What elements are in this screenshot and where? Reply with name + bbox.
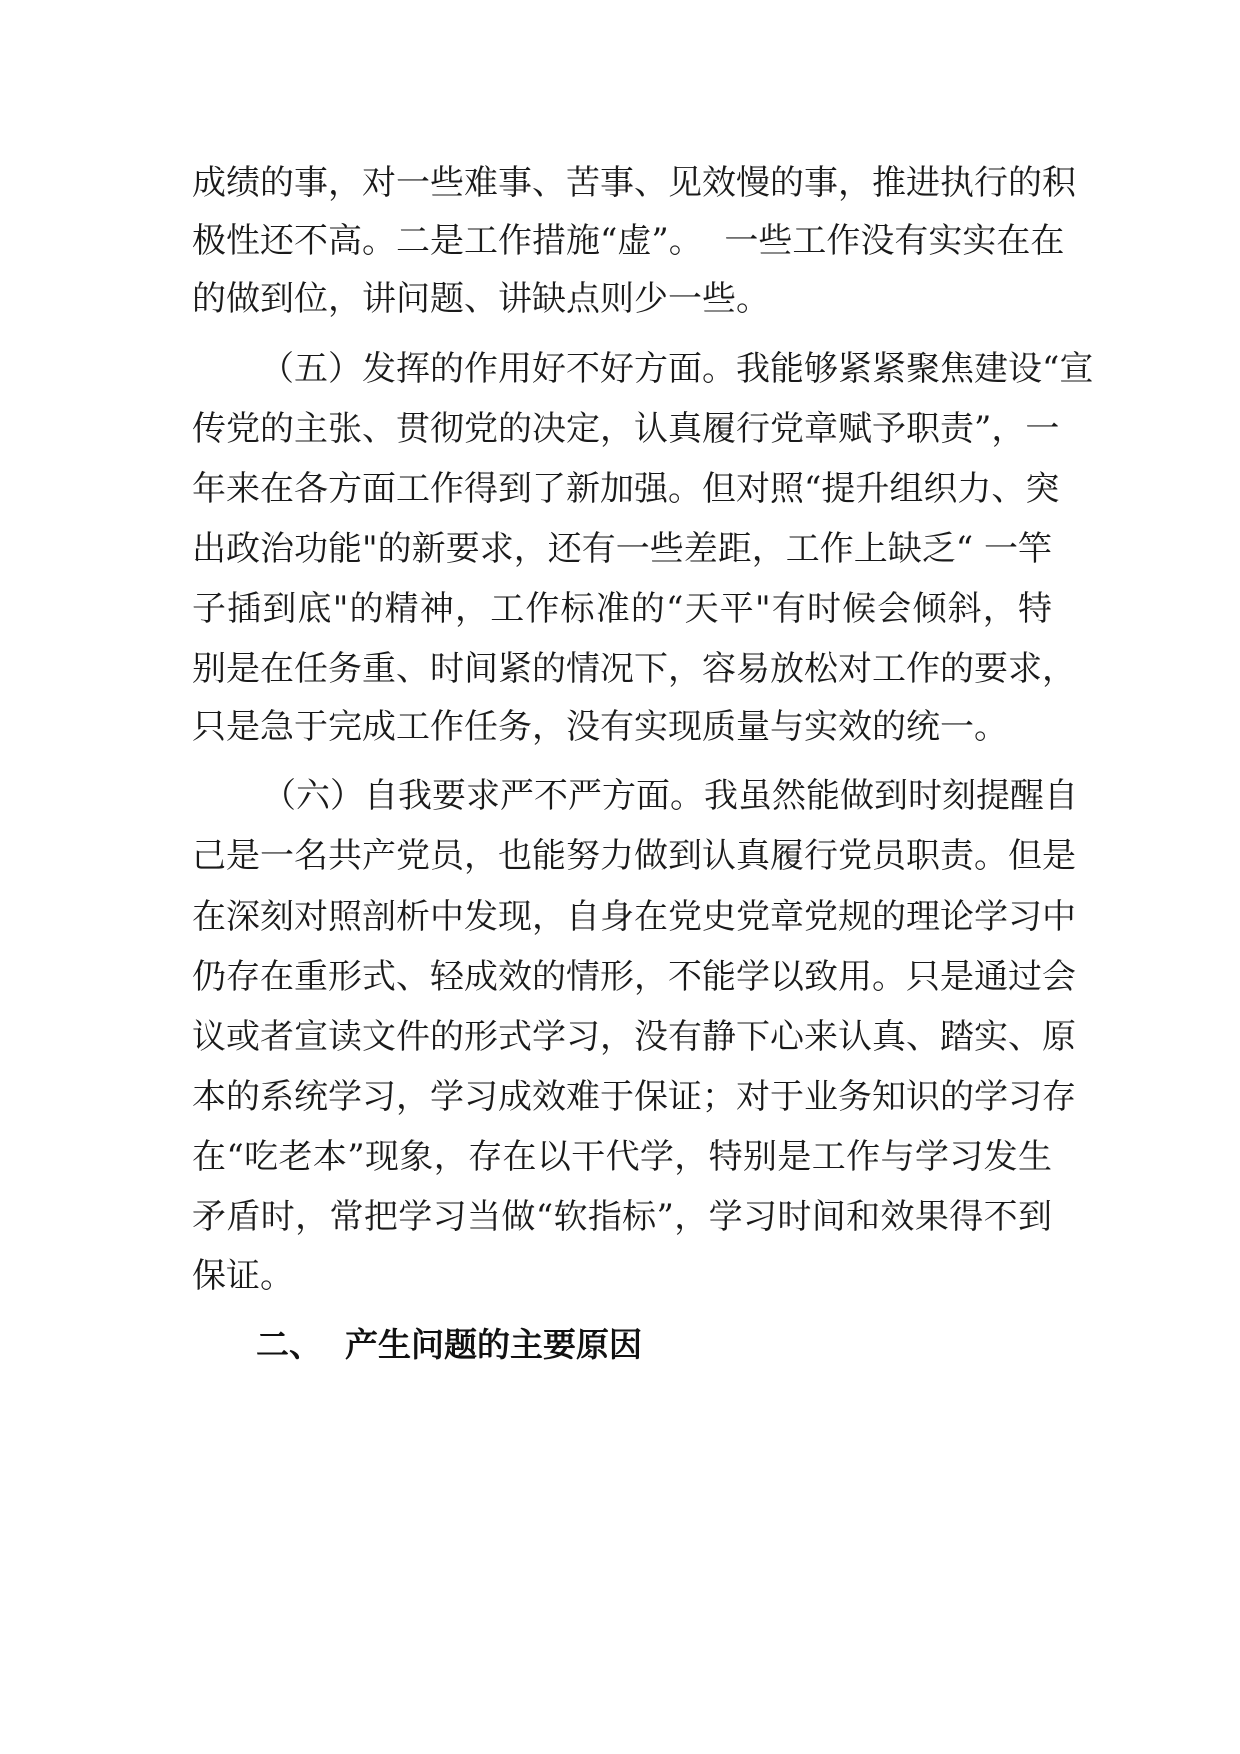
paragraph-line: 年来在各方面工作得到了新加强。但对照“提升组织力、突 [192, 469, 1060, 509]
paragraph-line: 本的系统学习，学习成效难于保证；对于业务知识的学习存 [192, 1077, 1076, 1117]
paragraph-line: 矛盾时，常把学习当做“软指标”，学习时间和效果得不到 [192, 1197, 1052, 1237]
paragraph-line: （六）自我要求严不严方面。我虽然能做到时刻提醒自 [262, 776, 1078, 816]
paragraph-line: 议或者宣读文件的形式学习，没有静下心来认真、踏实、原 [192, 1017, 1076, 1057]
paragraph-line: 己是一名共产党员，也能努力做到认真履行党员职责。但是 [192, 836, 1076, 876]
paragraph-line: 在“吃老本”现象，存在以干代学，特别是工作与学习发生 [192, 1137, 1052, 1177]
paragraph-line: 出政治功能"的新要求，还有一些差距，工作上缺乏“ 一竿 [192, 529, 1052, 569]
paragraph-line: 保证。 [192, 1256, 294, 1296]
section-heading: 二、 产生问题的主要原因 [256, 1325, 642, 1364]
paragraph-line: （五）发挥的作用好不好方面。我能够紧紧聚焦建设“宣 [260, 349, 1094, 389]
paragraph-line: 传党的主张、贯彻党的决定，认真履行党章赋予职责”，一 [192, 409, 1060, 449]
paragraph-line: 仍存在重形式、轻成效的情形，不能学以致用。只是通过会 [192, 957, 1076, 997]
paragraph-line: 只是急于完成工作任务，没有实现质量与实效的统一。 [192, 707, 1008, 747]
paragraph-line: 子插到底"的精神，工作标准的“天平"有时候会倾斜，特 [192, 589, 1052, 629]
paragraph-line: 成绩的事，对一些难事、苦事、见效慢的事，推进执行的积 [192, 163, 1076, 203]
paragraph-line: 别是在任务重、时间紧的情况下，容易放松对工作的要求， [192, 649, 1076, 689]
paragraph-line: 的做到位，讲问题、讲缺点则少一些。 [192, 279, 770, 319]
paragraph-line: 在深刻对照剖析中发现，自身在党史党章党规的理论学习中 [192, 897, 1076, 937]
paragraph-line: 极性还不高。二是工作措施“虚”。 一些工作没有实实在在 [192, 221, 1065, 261]
